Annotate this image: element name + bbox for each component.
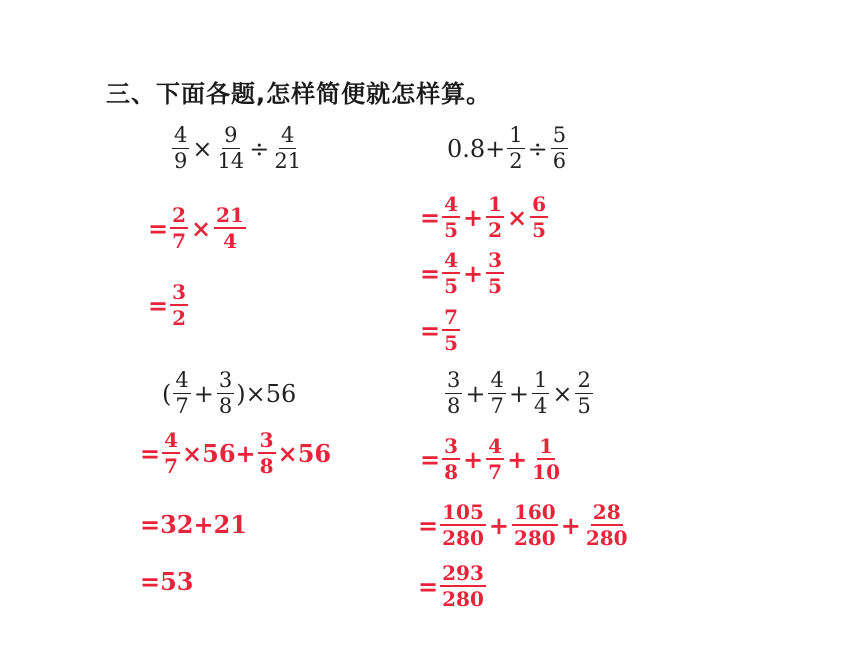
close-paren-term: )×56 bbox=[236, 379, 297, 408]
problem-1-step-1 bbox=[148, 205, 248, 251]
problem-4-step-2 bbox=[418, 502, 632, 548]
fraction bbox=[442, 194, 460, 240]
numerator: 4 bbox=[164, 428, 179, 452]
problem-3-step-2 bbox=[140, 510, 247, 539]
operator: × bbox=[192, 134, 213, 163]
numerator: 1 bbox=[509, 123, 523, 147]
equals-sign: = bbox=[418, 571, 439, 601]
denominator: 280 bbox=[513, 526, 556, 550]
numerator: 3 bbox=[488, 248, 503, 272]
numerator: 28 bbox=[592, 500, 621, 524]
fraction bbox=[217, 370, 234, 417]
numerator: 1 bbox=[539, 434, 554, 458]
operator: × bbox=[552, 379, 573, 408]
operator: + bbox=[507, 444, 528, 474]
decimal-term: 0.8+ bbox=[447, 134, 506, 163]
denominator: 280 bbox=[442, 587, 484, 611]
numerator: 3 bbox=[444, 434, 459, 458]
denominator: 2 bbox=[509, 149, 523, 173]
denominator: 7 bbox=[488, 460, 503, 484]
problem-3-step-1 bbox=[140, 430, 331, 476]
denominator: 5 bbox=[532, 218, 547, 242]
equals-sign: = bbox=[418, 510, 439, 540]
operator: ÷ bbox=[249, 134, 270, 163]
problem-4-step-3 bbox=[418, 563, 488, 609]
numerator: 2 bbox=[172, 203, 187, 227]
equals-sign: = bbox=[420, 258, 441, 288]
fraction bbox=[486, 250, 504, 296]
numerator: 1 bbox=[533, 368, 548, 392]
fraction bbox=[575, 370, 592, 417]
numerator: 4 bbox=[488, 434, 503, 458]
denominator: 7 bbox=[172, 229, 187, 253]
denominator: 8 bbox=[259, 454, 274, 478]
numerator: 4 bbox=[444, 192, 459, 216]
numerator: 4 bbox=[175, 368, 189, 392]
term: ×56+ bbox=[182, 438, 256, 468]
problem-2-step-3 bbox=[420, 307, 462, 353]
denominator: 14 bbox=[217, 149, 245, 173]
numerator: 3 bbox=[172, 280, 187, 304]
term: ×56 bbox=[277, 438, 332, 468]
fraction bbox=[440, 502, 486, 548]
denominator: 5 bbox=[488, 274, 503, 298]
fraction bbox=[258, 430, 276, 476]
step-text: =53 bbox=[140, 567, 194, 596]
equals-sign: = bbox=[140, 438, 161, 468]
operator: + bbox=[488, 510, 509, 540]
numerator: 4 bbox=[174, 123, 188, 147]
operator: + bbox=[463, 444, 484, 474]
fraction bbox=[486, 194, 504, 240]
problem-2-step-1 bbox=[420, 194, 550, 240]
denominator: 8 bbox=[447, 394, 461, 418]
equals-sign: = bbox=[420, 444, 441, 474]
numerator: 3 bbox=[218, 368, 233, 392]
fraction bbox=[584, 502, 630, 548]
fraction bbox=[486, 436, 504, 482]
problem-3-expression bbox=[162, 370, 296, 417]
numerator: 3 bbox=[259, 428, 274, 452]
fraction bbox=[442, 307, 460, 353]
denominator: 8 bbox=[444, 460, 459, 484]
numerator: 160 bbox=[513, 500, 556, 524]
numerator: 6 bbox=[532, 192, 547, 216]
fraction bbox=[440, 563, 486, 609]
fraction bbox=[530, 194, 548, 240]
problem-2-step-2 bbox=[420, 250, 506, 296]
denominator: 5 bbox=[444, 331, 459, 355]
denominator: 4 bbox=[223, 229, 238, 253]
operator: + bbox=[560, 510, 581, 540]
operator: + bbox=[463, 258, 484, 288]
numerator: 4 bbox=[444, 248, 459, 272]
fraction bbox=[215, 125, 246, 172]
problem-1-step-2 bbox=[148, 282, 190, 328]
denominator: 21 bbox=[274, 149, 302, 173]
operator: × bbox=[507, 202, 528, 232]
operator: + bbox=[465, 379, 486, 408]
denominator: 5 bbox=[444, 218, 459, 242]
denominator: 2 bbox=[172, 306, 187, 330]
fraction bbox=[530, 436, 562, 482]
numerator: 1 bbox=[488, 192, 503, 216]
numerator: 3 bbox=[447, 368, 461, 392]
denominator: 7 bbox=[164, 454, 179, 478]
fraction bbox=[442, 250, 460, 296]
open-paren: ( bbox=[162, 379, 172, 408]
numerator: 9 bbox=[224, 123, 238, 147]
fraction bbox=[551, 125, 568, 172]
numerator: 293 bbox=[442, 561, 484, 585]
fraction bbox=[445, 370, 462, 417]
fraction bbox=[488, 370, 505, 417]
equals-sign: = bbox=[148, 290, 169, 320]
numerator: 5 bbox=[552, 123, 567, 147]
equals-sign: = bbox=[420, 202, 441, 232]
denominator: 10 bbox=[532, 460, 561, 484]
denominator: 9 bbox=[174, 149, 188, 173]
numerator: 7 bbox=[444, 305, 459, 329]
fraction bbox=[214, 205, 246, 251]
fraction bbox=[272, 125, 303, 172]
step-text: =32+21 bbox=[140, 510, 248, 539]
fraction bbox=[162, 430, 180, 476]
denominator: 4 bbox=[533, 394, 548, 418]
operator: ÷ bbox=[527, 134, 548, 163]
denominator: 8 bbox=[218, 394, 233, 418]
problem-1-expression bbox=[170, 125, 305, 172]
denominator: 5 bbox=[444, 274, 459, 298]
fraction bbox=[170, 205, 188, 251]
problem-4-step-1 bbox=[420, 436, 564, 482]
equals-sign: = bbox=[148, 213, 169, 243]
numerator: 105 bbox=[442, 500, 484, 524]
equals-sign: = bbox=[420, 315, 441, 345]
fraction bbox=[173, 370, 190, 417]
denominator: 280 bbox=[585, 526, 628, 550]
denominator: 6 bbox=[552, 149, 567, 173]
fraction bbox=[532, 370, 549, 417]
section-title: 三、下面各题,怎样简便就怎样算。 bbox=[106, 80, 492, 108]
fraction bbox=[442, 436, 460, 482]
numerator: 2 bbox=[577, 368, 591, 392]
operator: + bbox=[508, 379, 529, 408]
numerator: 4 bbox=[281, 123, 295, 147]
numerator: 4 bbox=[490, 368, 504, 392]
problem-3-step-3 bbox=[140, 567, 194, 596]
denominator: 5 bbox=[577, 394, 591, 418]
numerator: 21 bbox=[216, 203, 244, 227]
denominator: 7 bbox=[175, 394, 189, 418]
fraction bbox=[172, 125, 189, 172]
operator: + bbox=[463, 202, 484, 232]
problem-2-expression bbox=[447, 125, 570, 172]
denominator: 280 bbox=[442, 526, 484, 550]
denominator: 7 bbox=[490, 394, 504, 418]
fraction bbox=[170, 282, 188, 328]
denominator: 2 bbox=[488, 218, 503, 242]
operator: × bbox=[191, 213, 212, 243]
fraction bbox=[507, 125, 524, 172]
problem-4-expression bbox=[443, 370, 595, 417]
operator: + bbox=[193, 379, 214, 408]
fraction bbox=[512, 502, 558, 548]
